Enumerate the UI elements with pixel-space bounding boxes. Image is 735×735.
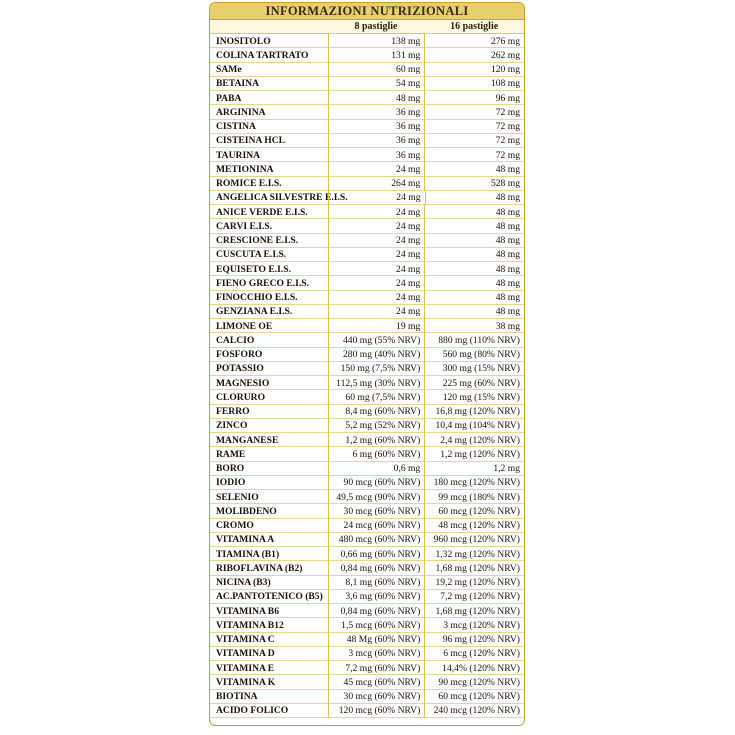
nutrient-name: CISTEINA HCL [210,134,328,148]
table-row [210,476,524,490]
nutrient-name: IODIO [210,476,328,490]
amount-8-tablets: 24 mg [328,262,425,276]
amount-8-tablets: 60 mg [328,63,425,77]
amount-8-tablets: 264 mg [328,177,425,191]
amount-16-tablets: 240 mcg (120% NRV) [424,704,524,718]
amount-16-tablets: 120 mg (15% NRV) [424,390,524,404]
amount-16-tablets: 6 mcg (120% NRV) [424,647,524,661]
column-header-16: 16 pastiglie [450,21,499,32]
amount-8-tablets: 24 mcg (60% NRV) [328,519,425,533]
amount-16-tablets: 96 mg (120% NRV) [424,633,524,647]
nutrient-name: CALCIO [210,333,328,347]
nutrient-name: ARGININA [210,105,328,119]
table-row [210,661,524,675]
amount-16-tablets: 880 mg (110% NRV) [424,333,524,347]
amount-8-tablets: 24 mg [328,276,425,290]
amount-16-tablets: 48 mg [424,205,524,219]
table-row [210,590,524,604]
amount-16-tablets: 7,2 mg (120% NRV) [424,590,524,604]
amount-16-tablets: 1,32 mg (120% NRV) [424,547,524,561]
amount-8-tablets: 8,4 mg (60% NRV) [328,405,425,419]
amount-16-tablets: 48 mg [424,262,524,276]
amount-16-tablets: 180 mcg (120% NRV) [424,476,524,490]
amount-8-tablets: 90 mcg (60% NRV) [328,476,425,490]
nutrient-name: LIMONE OE [210,319,328,333]
nutrient-name: POTASSIO [210,362,328,376]
amount-8-tablets: 5,2 mg (52% NRV) [328,419,425,433]
nutrient-name: MANGANESE [210,433,328,447]
nutrient-name: PABA [210,91,328,105]
amount-8-tablets: 6 mg (60% NRV) [328,447,425,461]
nutrient-name: FERRO [210,405,328,419]
amount-8-tablets: 8,1 mg (60% NRV) [328,576,425,590]
table-row [210,162,524,176]
amount-16-tablets: 960 mcg (120% NRV) [424,533,524,547]
amount-8-tablets: 24 mg [328,305,425,319]
amount-8-tablets: 30 mcg (60% NRV) [328,690,425,704]
amount-16-tablets: 19,2 mg (120% NRV) [424,576,524,590]
table-row [210,576,524,590]
amount-16-tablets: 14,4% (120% NRV) [424,661,524,675]
nutrient-name: CARVI E.I.S. [210,219,328,233]
amount-16-tablets: 96 mg [424,91,524,105]
amount-16-tablets: 48 mg [424,305,524,319]
table-row [210,48,524,62]
nutrient-name: RIBOFLAVINA (B2) [210,561,328,575]
amount-8-tablets: 150 mg (7,5% NRV) [328,362,425,376]
amount-16-tablets: 99 mcg (180% NRV) [424,490,524,504]
table-row [210,333,524,347]
amount-16-tablets: 48 mg [424,248,524,262]
nutrient-name: GENZIANA E.I.S. [210,305,328,319]
table-row [210,177,524,191]
amount-16-tablets: 10,4 mg (104% NRV) [424,419,524,433]
table-row [210,504,524,518]
table-row [210,405,524,419]
amount-16-tablets: 262 mg [424,48,524,62]
amount-16-tablets: 1,2 mg [424,462,524,476]
nutrient-name: CISTINA [210,120,328,134]
amount-8-tablets: 19 mg [328,319,425,333]
amount-16-tablets: 300 mg (15% NRV) [424,362,524,376]
amount-16-tablets: 108 mg [424,77,524,91]
nutrient-name: VITAMINA C [210,633,328,647]
column-header-row [210,20,524,34]
nutrient-name: VITAMINA B12 [210,618,328,632]
amount-8-tablets: 36 mg [328,120,425,134]
nutrient-name: VITAMINA E [210,661,328,675]
nutrient-name: CLORURO [210,390,328,404]
amount-8-tablets: 120 mcg (60% NRV) [328,704,425,718]
amount-16-tablets: 48 mg [425,191,524,205]
nutrient-name: COLINA TARTRATO [210,48,328,62]
amount-8-tablets: 280 mg (40% NRV) [328,348,425,362]
table-row [210,77,524,91]
amount-16-tablets: 60 mcg (120% NRV) [424,690,524,704]
nutrient-name: TAURINA [210,148,328,162]
table-row [210,433,524,447]
table-row [210,248,524,262]
table-row [210,134,524,148]
table-row [210,305,524,319]
amount-8-tablets: 24 mg [328,291,425,305]
amount-8-tablets: 7,2 mg (60% NRV) [328,661,425,675]
nutrition-facts-panel [209,2,525,726]
nutrient-name: FINOCCHIO E.I.S. [210,291,328,305]
table-row [210,704,524,718]
amount-8-tablets: 3 mcg (60% NRV) [328,647,425,661]
nutrient-name: MAGNESIO [210,376,328,390]
nutrient-name: ANICE VERDE E.I.S. [210,205,328,219]
nutrient-name: AC.PANTOTENICO (B5) [210,590,328,604]
table-row [210,276,524,290]
amount-8-tablets: 440 mg (55% NRV) [328,333,425,347]
amount-16-tablets: 72 mg [424,105,524,119]
amount-16-tablets: 225 mg (60% NRV) [424,376,524,390]
table-row [210,690,524,704]
amount-16-tablets: 72 mg [424,120,524,134]
amount-8-tablets: 0,84 mg (60% NRV) [328,604,425,618]
table-row [210,618,524,632]
amount-16-tablets: 3 mcg (120% NRV) [424,618,524,632]
amount-16-tablets: 48 mg [424,291,524,305]
nutrient-table [210,34,524,718]
nutrient-name: BIOTINA [210,690,328,704]
nutrient-name: CROMO [210,519,328,533]
table-row [210,533,524,547]
nutrient-name: BETAINA [210,77,328,91]
column-header-8: 8 pastiglie [354,21,398,32]
amount-8-tablets: 0,66 mg (60% NRV) [328,547,425,561]
nutrient-name: METIONINA [210,162,328,176]
amount-8-tablets: 36 mg [328,148,425,162]
table-row [210,120,524,134]
amount-16-tablets: 120 mg [424,63,524,77]
amount-8-tablets: 0,84 mg (60% NRV) [328,561,425,575]
amount-16-tablets: 48 mcg (120% NRV) [424,519,524,533]
nutrient-name: SAMe [210,63,328,77]
nutrient-name: FIENO GRECO E.I.S. [210,276,328,290]
table-row [210,91,524,105]
table-row [210,191,524,205]
amount-8-tablets: 48 Mg (60% NRV) [328,633,425,647]
amount-16-tablets: 1,68 mg (120% NRV) [424,604,524,618]
table-row [210,604,524,618]
amount-8-tablets: 54 mg [328,77,425,91]
amount-8-tablets: 30 mcg (60% NRV) [328,504,425,518]
nutrient-name: ROMICE E.I.S. [210,177,328,191]
panel-title: INFORMAZIONI NUTRIZIONALI [210,3,524,20]
table-row [210,547,524,561]
table-row [210,234,524,248]
amount-8-tablets: 60 mg (7,5% NRV) [328,390,425,404]
amount-8-tablets: 138 mg [328,34,425,48]
table-row [210,291,524,305]
table-row [210,462,524,476]
amount-16-tablets: 2,4 mg (120% NRV) [424,433,524,447]
nutrient-name: VITAMINA B6 [210,604,328,618]
table-row [210,647,524,661]
amount-16-tablets: 276 mg [424,34,524,48]
amount-8-tablets: 24 mg [328,219,425,233]
nutrient-name: ACIDO FOLICO [210,704,328,718]
nutrient-name: TIAMINA (B1) [210,547,328,561]
table-row [210,34,524,48]
amount-16-tablets: 48 mg [424,219,524,233]
amount-16-tablets: 1,68 mg (120% NRV) [424,561,524,575]
nutrient-name: ANGELICA SILVESTRE E.I.S. [210,191,328,205]
table-row [210,419,524,433]
amount-16-tablets: 16,8 mg (120% NRV) [424,405,524,419]
amount-8-tablets: 0,6 mg [328,462,425,476]
amount-16-tablets: 528 mg [424,177,524,191]
amount-16-tablets: 48 mg [424,276,524,290]
amount-8-tablets: 45 mcg (60% NRV) [328,675,425,689]
amount-8-tablets: 112,5 mg (30% NRV) [328,376,425,390]
amount-16-tablets: 60 mcg (120% NRV) [424,504,524,518]
table-row [210,319,524,333]
table-row [210,219,524,233]
nutrient-name: INOSITOLO [210,34,328,48]
table-row [210,519,524,533]
table-row [210,447,524,461]
amount-16-tablets: 48 mg [424,234,524,248]
table-row [210,561,524,575]
table-row [210,262,524,276]
amount-8-tablets: 24 mg [328,191,425,205]
amount-16-tablets: 72 mg [424,148,524,162]
nutrient-name: VITAMINA A [210,533,328,547]
amount-8-tablets: 24 mg [328,205,425,219]
amount-8-tablets: 131 mg [328,48,425,62]
amount-16-tablets: 1,2 mg (120% NRV) [424,447,524,461]
amount-8-tablets: 24 mg [328,248,425,262]
nutrient-name: CUSCUTA E.I.S. [210,248,328,262]
amount-8-tablets: 480 mcg (60% NRV) [328,533,425,547]
nutrient-name: VITAMINA K [210,675,328,689]
amount-8-tablets: 48 mg [328,91,425,105]
nutrient-name: SELENIO [210,490,328,504]
nutrient-name: CRESCIONE E.I.S. [210,234,328,248]
table-row [210,63,524,77]
amount-16-tablets: 72 mg [424,134,524,148]
amount-8-tablets: 24 mg [328,162,425,176]
table-row [210,376,524,390]
table-row [210,348,524,362]
table-row [210,633,524,647]
table-row [210,105,524,119]
nutrient-name: ZINCO [210,419,328,433]
amount-16-tablets: 48 mg [424,162,524,176]
table-row [210,390,524,404]
amount-8-tablets: 3,6 mg (60% NRV) [328,590,425,604]
nutrient-name: EQUISETO E.I.S. [210,262,328,276]
nutrient-name: FOSFORO [210,348,328,362]
amount-16-tablets: 38 mg [424,319,524,333]
table-row [210,205,524,219]
amount-8-tablets: 24 mg [328,234,425,248]
amount-8-tablets: 36 mg [328,105,425,119]
amount-16-tablets: 560 mg (80% NRV) [424,348,524,362]
nutrient-name: BORO [210,462,328,476]
table-row [210,490,524,504]
amount-8-tablets: 1,2 mg (60% NRV) [328,433,425,447]
amount-16-tablets: 90 mcg (120% NRV) [424,675,524,689]
nutrient-name: VITAMINA D [210,647,328,661]
table-row [210,148,524,162]
nutrient-name: NICINA (B3) [210,576,328,590]
amount-8-tablets: 1,5 mcg (60% NRV) [328,618,425,632]
nutrient-name: RAME [210,447,328,461]
amount-8-tablets: 36 mg [328,134,425,148]
table-row [210,362,524,376]
table-row [210,675,524,689]
amount-8-tablets: 49,5 mcg (90% NRV) [328,490,425,504]
nutrient-name: MOLIBDENO [210,504,328,518]
